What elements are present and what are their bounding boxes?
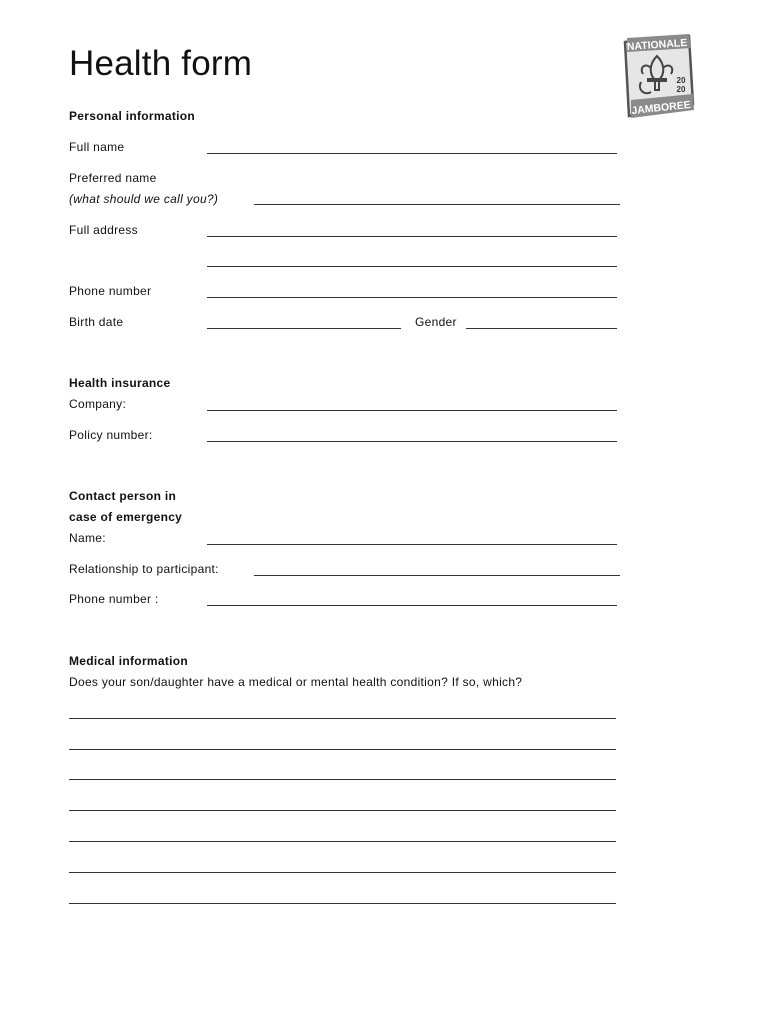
company-field[interactable] <box>207 410 617 411</box>
jamboree-logo <box>619 34 697 120</box>
section-insurance-heading: Health insurance <box>69 376 171 390</box>
section-emergency-heading-line1: Contact person in <box>69 489 177 503</box>
section-medical-heading: Medical information <box>69 654 189 668</box>
logo-year-bottom: 20 <box>676 85 686 94</box>
full-name-field[interactable] <box>207 153 617 154</box>
preferred-name-label: Preferred name <box>69 171 157 185</box>
medical-answer-line[interactable] <box>69 810 616 811</box>
emergency-phone-label: Phone number : <box>69 592 159 606</box>
preferred-name-field[interactable] <box>254 204 620 205</box>
medical-answer-line[interactable] <box>69 718 616 719</box>
medical-answer-line[interactable] <box>69 749 616 750</box>
section-personal-heading: Personal information <box>69 109 196 123</box>
birth-date-label: Birth date <box>69 315 124 329</box>
relationship-field[interactable] <box>254 575 620 576</box>
policy-number-label: Policy number: <box>69 428 153 442</box>
full-name-label: Full name <box>69 140 125 154</box>
relationship-label: Relationship to participant: <box>69 562 219 576</box>
section-emergency-heading-line2: case of emergency <box>69 510 183 524</box>
medical-answer-line[interactable] <box>69 841 616 842</box>
page-title: Health form <box>69 44 253 83</box>
emergency-name-field[interactable] <box>207 544 617 545</box>
logo-top-text: NATIONALE <box>626 36 688 54</box>
full-address-label: Full address <box>69 223 138 237</box>
policy-number-field[interactable] <box>207 441 617 442</box>
address-line-2-field[interactable] <box>207 266 617 267</box>
gender-label: Gender <box>415 315 457 329</box>
medical-answer-line[interactable] <box>69 872 616 873</box>
phone-field[interactable] <box>207 297 617 298</box>
emergency-phone-field[interactable] <box>207 605 617 606</box>
logo-year-top: 20 <box>676 76 686 85</box>
birth-date-field[interactable] <box>207 328 401 329</box>
logo-bottom-text: JAMBOREE <box>630 98 692 118</box>
company-label: Company: <box>69 397 127 411</box>
address-line-1-field[interactable] <box>207 236 617 237</box>
preferred-name-hint: (what should we call you?) <box>69 192 219 206</box>
medical-question: Does your son/daughter have a medical or mental health condition? If so, which? <box>69 675 523 689</box>
phone-label: Phone number <box>69 284 152 298</box>
medical-answer-line[interactable] <box>69 779 616 780</box>
gender-field[interactable] <box>466 328 617 329</box>
medical-answer-line[interactable] <box>69 903 616 904</box>
emergency-name-label: Name: <box>69 531 106 545</box>
